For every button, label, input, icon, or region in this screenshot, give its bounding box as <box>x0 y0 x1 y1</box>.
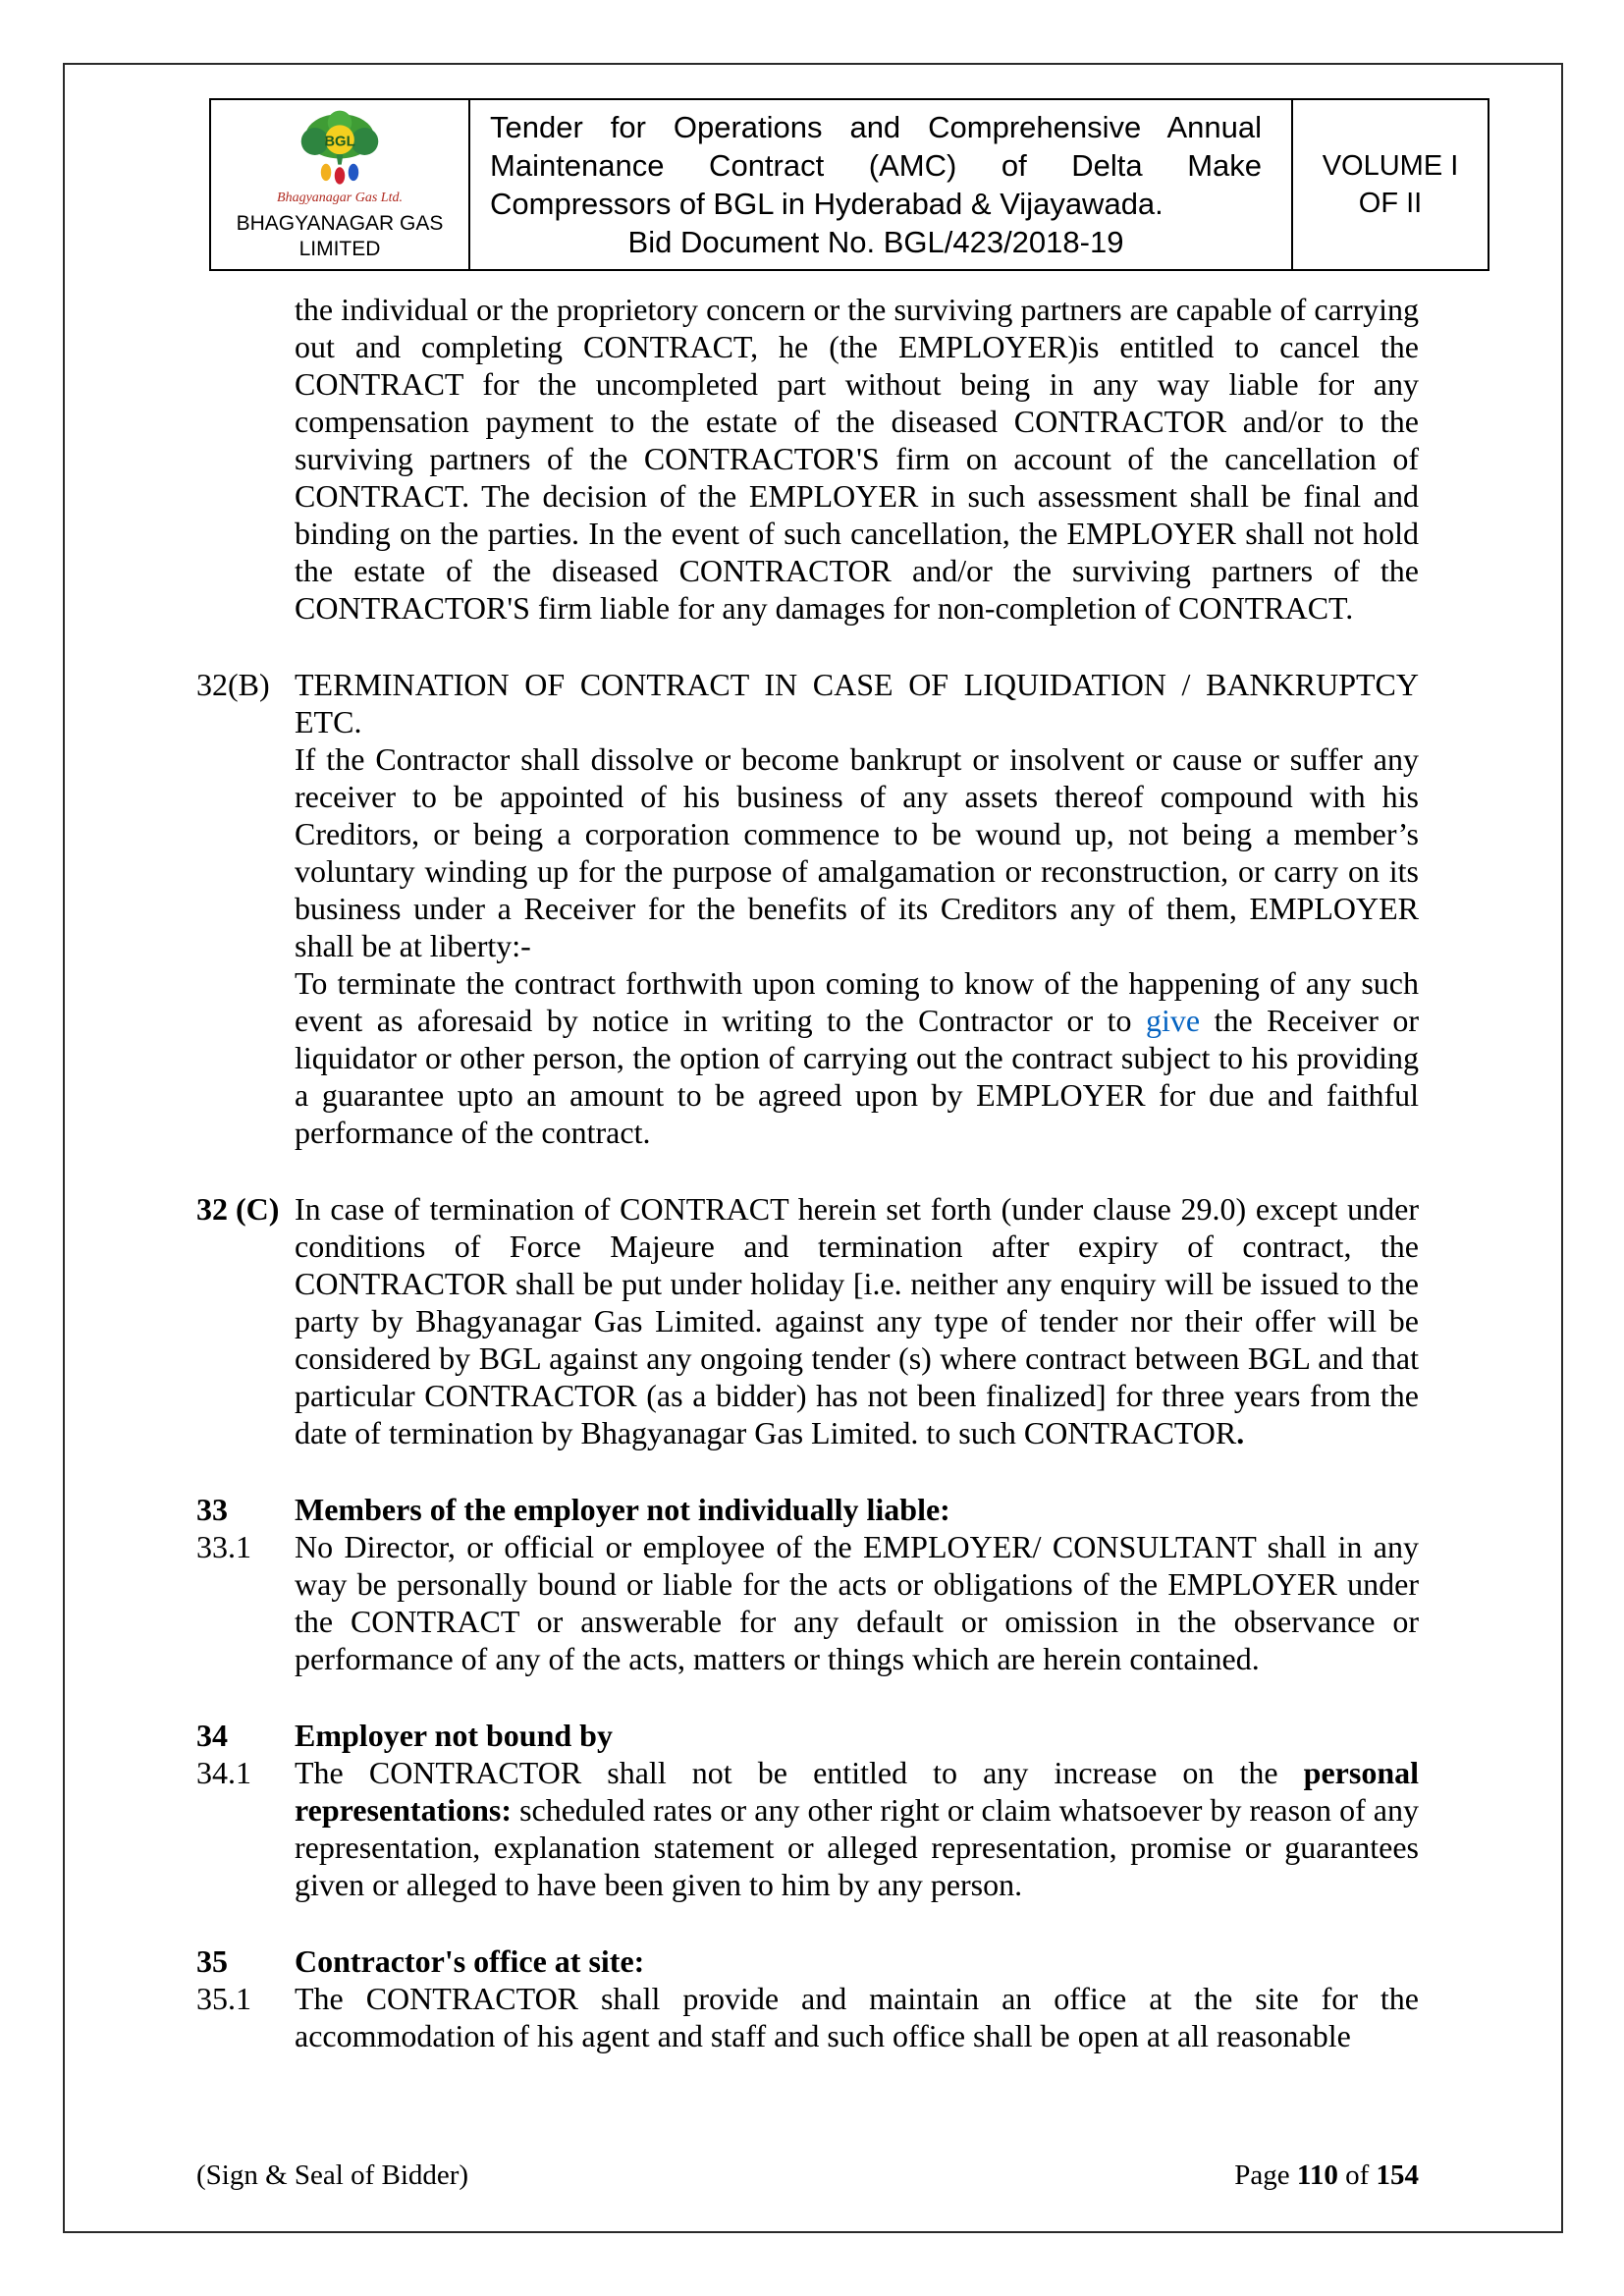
paragraph-text: To terminate the contract forthwith upon coming to know of the happening of any such event as aforesaid by notice in writing to the Contractor or to <box>295 965 1419 1038</box>
clause-34-1-paragraph <box>295 1754 1419 1903</box>
clause-number-empty <box>196 291 295 627</box>
clause-text <box>295 1942 1419 1980</box>
volume-cell <box>1291 100 1488 269</box>
header-table <box>209 98 1489 271</box>
clause-text <box>295 291 1419 627</box>
clause-32b-heading: TERMINATION OF CONTRACT IN CASE OF LIQUIDATION / BANKRUPTCY ETC. <box>295 667 1419 739</box>
clause-text <box>295 1717 1419 1754</box>
paragraph-bold-text: personal representations: <box>295 1755 1419 1828</box>
bid-doc-number: Bid Document No. BGL/423/2018-19 <box>627 225 1124 259</box>
clause-35-1 <box>196 1980 1419 2054</box>
give-link[interactable]: give <box>1145 1003 1201 1038</box>
clause-32c-paragraph <box>295 1190 1419 1451</box>
page-indicator <box>1234 2159 1419 2192</box>
clause-number-34-1: 34.1 <box>196 1755 251 1790</box>
clause-34-1 <box>196 1754 1419 1903</box>
clause-32b-paragraph-1: If the Contractor shall dissolve or become bankrupt or insolvent or cause or suffer any receiver to be appointed of his business of any assets thereof compound with his Creditors, or being a corporation commence to be wound up, not being a member’s voluntary winding up for the purpose of amalgamation or reconstruction, or carry on its business under a Receiver for the benefits of its Creditors any of them, EMPLOYER shall be at liberty:- <box>295 741 1419 963</box>
continuation-clause <box>196 291 1419 627</box>
volume-line-1: VOLUME I <box>1322 150 1459 182</box>
clause-32b-paragraph-2 <box>295 964 1419 1151</box>
volume-line-2: OF II <box>1358 188 1423 219</box>
logo-monogram: BGL <box>324 134 355 150</box>
clause-32b <box>196 666 1419 1151</box>
clause-text <box>295 666 1419 1151</box>
clause-text <box>295 1190 1419 1451</box>
clause-text <box>295 1491 1419 1528</box>
clause-number-34: 34 <box>196 1718 228 1753</box>
document-body <box>196 291 1419 2054</box>
clause-33 <box>196 1491 1419 1528</box>
clause-35-heading: Contractor's office at site: <box>295 1943 645 1979</box>
logo-cell <box>211 100 468 269</box>
paragraph-text: The CONTRACTOR shall not be entitled to any increase on the <box>295 1755 1304 1790</box>
clause-text <box>295 1528 1419 1677</box>
clause-34-heading: Employer not bound by <box>295 1718 613 1753</box>
clause-35-1-paragraph: The CONTRACTOR shall provide and maintain an office at the site for the accommodation of his agent and staff and such office shall be open at all reasonable <box>295 1981 1419 2053</box>
bgl-logo-icon <box>286 107 394 190</box>
tender-title: Tender for Operations and Comprehensive Annual Maintenance Contract (AMC) of Delta Make Compressors of BGL in Hyderabad & Vijayawada. <box>490 110 1262 221</box>
clause-34 <box>196 1717 1419 1754</box>
page-footer <box>196 2159 1419 2192</box>
clause-number-35: 35 <box>196 1943 228 1979</box>
clause-number-33-1: 33.1 <box>196 1529 251 1564</box>
clause-33-1-paragraph: No Director, or official or employee of the EMPLOYER/ CONSULTANT shall in any way be personally bound or liable for the acts or obligations of the EMPLOYER under the CONTRACT or answerable for any default or omission in the observance or performance of any of the acts, matters or things which are herein contained. <box>295 1529 1419 1676</box>
clause-35 <box>196 1942 1419 1980</box>
page-total: 154 <box>1376 2159 1419 2191</box>
clause-number-35-1: 35.1 <box>196 1981 251 2016</box>
clause-32c <box>196 1190 1419 1451</box>
clause-number-33: 33 <box>196 1492 228 1527</box>
org-name: BHAGYANAGAR GAS LIMITED <box>236 212 444 260</box>
page-prefix: Page <box>1234 2159 1297 2191</box>
paragraph-bold-period: . <box>1236 1415 1245 1450</box>
clause-text <box>295 1754 1419 1903</box>
clause-number-32c: 32 (C) <box>196 1191 280 1227</box>
paragraph-text: scheduled rates or any other right or claim whatsoever by reason of any representation, explanation statement or alleged representation, promise or guarantees given or alleged to have been given to him by any person. <box>295 1792 1419 1902</box>
page-of: of <box>1337 2159 1377 2191</box>
paragraph-text: In case of termination of CONTRACT herein set forth (under clause 29.0) except under conditions of Force Majeure and termination after expiry of contract, the CONTRACTOR shall be put under holiday [i.e. neither any enquiry will be issued to the party by Bhagyanagar Gas Limited. against any type of tender nor their offer will be considered by BGL against any ongoing tender (s) where contract between BGL and that particular CONTRACTOR (as a bidder) has not been finalized] for three years from the date of termination by Bhagyanagar Gas Limited. to such CONTRACTOR <box>295 1191 1419 1450</box>
clause-33-1 <box>196 1528 1419 1677</box>
paragraph-text: the Receiver or liquidator or other person, the option of carrying out the contract subject to his providing a guarantee upto an amount to be agreed upon by EMPLOYER for due and faithful performance of the contract. <box>295 1003 1420 1150</box>
logo-caption: Bhagyanagar Gas Ltd. <box>277 191 403 205</box>
sign-seal-label: (Sign & Seal of Bidder) <box>196 2159 469 2191</box>
clause-number-32b: 32(B) <box>196 667 270 702</box>
clause-33-heading: Members of the employer not individually liable: <box>295 1492 950 1527</box>
title-cell <box>468 100 1291 269</box>
page-number: 110 <box>1296 2159 1338 2191</box>
paragraph-continuation: the individual or the proprietory concern or the surviving partners are capable of carrying out and completing CONTRACT, he (the EMPLOYER)is entitled to cancel the CONTRACT for the uncompleted part without being in any way liable for any compensation payment to the estate of the diseased CONTRACTOR and/or to the surviving partners of the CONTRACTOR'S firm on account of the cancellation of CONTRACT. The decision of the EMPLOYER in such assessment shall be final and binding on the parties. In the event of such cancellation, the EMPLOYER shall not hold the estate of the diseased CONTRACTOR and/or the surviving partners of the CONTRACTOR'S firm liable for any damages for non-completion of CONTRACT. <box>295 292 1419 626</box>
clause-text <box>295 1980 1419 2054</box>
